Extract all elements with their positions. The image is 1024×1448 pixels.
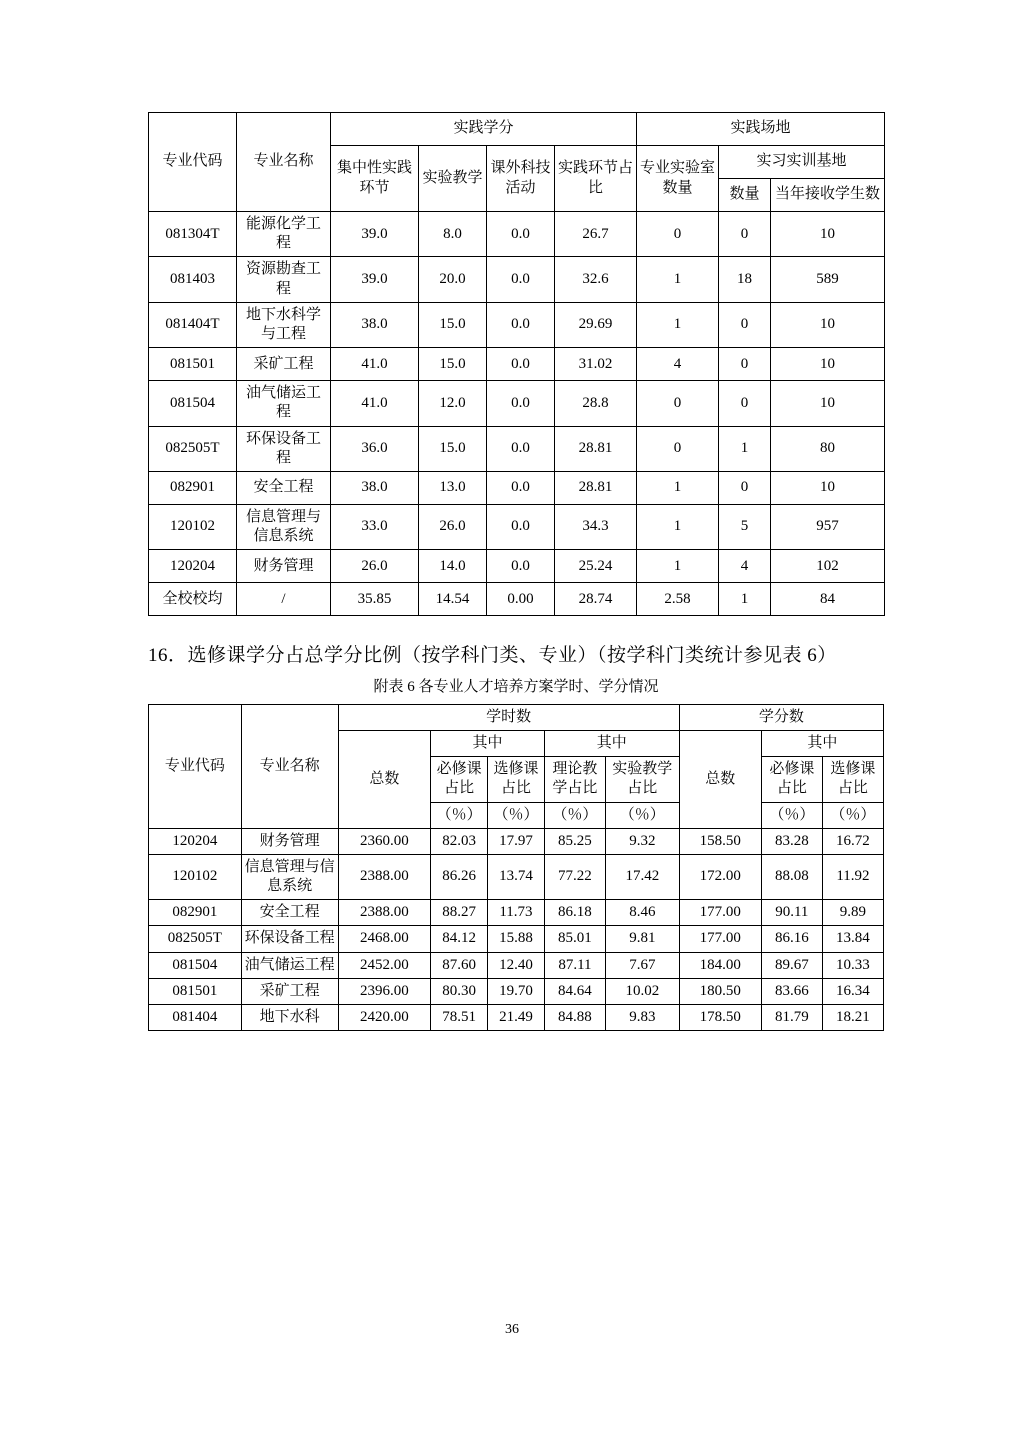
- header-required-ratio: 必修课占比: [431, 757, 488, 802]
- header-major-name: 专业名称: [241, 704, 338, 828]
- cell-credits-required-ratio: 89.67: [761, 952, 822, 978]
- cell-extracurricular: 0.0: [487, 471, 555, 504]
- cell-students: 80: [771, 426, 885, 471]
- table-row: [149, 426, 885, 471]
- cell-code: 082505T: [149, 926, 242, 952]
- cell-credits-elective-ratio: 16.34: [822, 978, 883, 1004]
- cell-name: 能源化学工程: [237, 212, 331, 257]
- cell-code: 082505T: [149, 426, 237, 471]
- cell-name: 环保设备工程: [241, 926, 338, 952]
- hours-credits-table: [148, 704, 884, 1031]
- cell-name: 地下水科学与工程: [237, 302, 331, 347]
- cell-experiment: 8.0: [419, 212, 487, 257]
- header-credits-elective-ratio: 选修课占比: [822, 757, 883, 802]
- table-row-total: [149, 583, 885, 616]
- cell-experiment-ratio: 9.32: [605, 828, 679, 854]
- cell-lab: 1: [637, 302, 719, 347]
- table-row: [149, 257, 885, 302]
- cell-required-ratio: 84.12: [431, 926, 488, 952]
- cell-experiment-ratio: 9.81: [605, 926, 679, 952]
- cell-code: 081304T: [149, 212, 237, 257]
- cell-name: 信息管理与信息系统: [241, 854, 338, 899]
- header-among-2: 其中: [544, 730, 679, 756]
- unit-elective-ratio: （％）: [488, 802, 545, 828]
- cell-theory-ratio: 77.22: [544, 854, 605, 899]
- cell-code: 全校校均: [149, 583, 237, 616]
- cell-centralized: 26.0: [331, 550, 419, 583]
- practice-credits-table: [148, 112, 885, 616]
- cell-code: 081501: [149, 348, 237, 381]
- cell-centralized: 41.0: [331, 348, 419, 381]
- cell-name: 财务管理: [237, 550, 331, 583]
- table-row: [149, 302, 885, 347]
- table-row: [149, 1005, 884, 1031]
- cell-elective-ratio: 11.73: [488, 900, 545, 926]
- cell-experiment: 15.0: [419, 302, 487, 347]
- cell-experiment-ratio: 7.67: [605, 952, 679, 978]
- cell-experiment: 26.0: [419, 504, 487, 549]
- cell-required-ratio: 82.03: [431, 828, 488, 854]
- table-header-row: [149, 704, 884, 730]
- table-header-row: [149, 113, 885, 146]
- cell-ratio: 28.81: [555, 426, 637, 471]
- cell-elective-ratio: 12.40: [488, 952, 545, 978]
- table-row: [149, 348, 885, 381]
- cell-base: 0: [719, 302, 771, 347]
- cell-lab: 1: [637, 504, 719, 549]
- cell-students: 102: [771, 550, 885, 583]
- cell-credits-total: 177.00: [679, 926, 761, 952]
- cell-experiment-ratio: 9.83: [605, 1005, 679, 1031]
- cell-hours-total: 2388.00: [338, 900, 431, 926]
- unit-required-ratio: （％）: [431, 802, 488, 828]
- page-content: [148, 112, 884, 1031]
- cell-lab: 0: [637, 381, 719, 426]
- cell-code: 081404: [149, 1005, 242, 1031]
- cell-code: 081504: [149, 381, 237, 426]
- header-major-code: 专业代码: [149, 113, 237, 212]
- header-centralized-practice: 集中性实践环节: [331, 146, 419, 212]
- cell-hours-total: 2452.00: [338, 952, 431, 978]
- cell-hours-total: 2420.00: [338, 1005, 431, 1031]
- cell-lab: 2.58: [637, 583, 719, 616]
- cell-students: 84: [771, 583, 885, 616]
- cell-extracurricular: 0.0: [487, 504, 555, 549]
- unit-credits-required-ratio: （％）: [761, 802, 822, 828]
- table-row: [149, 854, 884, 899]
- unit-credits-elective-ratio: （％）: [822, 802, 883, 828]
- cell-credits-elective-ratio: 13.84: [822, 926, 883, 952]
- cell-experiment: 13.0: [419, 471, 487, 504]
- cell-base: 5: [719, 504, 771, 549]
- cell-base: 4: [719, 550, 771, 583]
- cell-credits-total: 172.00: [679, 854, 761, 899]
- cell-credits-total: 184.00: [679, 952, 761, 978]
- cell-students: 10: [771, 302, 885, 347]
- header-practice-ratio: 实践环节占比: [555, 146, 637, 212]
- cell-required-ratio: 87.60: [431, 952, 488, 978]
- cell-students: 589: [771, 257, 885, 302]
- cell-code: 081501: [149, 978, 242, 1004]
- cell-theory-ratio: 86.18: [544, 900, 605, 926]
- cell-code: 120204: [149, 550, 237, 583]
- cell-required-ratio: 86.26: [431, 854, 488, 899]
- cell-centralized: 38.0: [331, 471, 419, 504]
- page-number: 36: [505, 1322, 519, 1337]
- table-row: [149, 212, 885, 257]
- header-major-name: 专业名称: [237, 113, 331, 212]
- cell-credits-total: 177.00: [679, 900, 761, 926]
- cell-extracurricular: 0.0: [487, 381, 555, 426]
- cell-elective-ratio: 15.88: [488, 926, 545, 952]
- cell-code: 081403: [149, 257, 237, 302]
- cell-code: 081404T: [149, 302, 237, 347]
- table-row: [149, 381, 885, 426]
- table-row: [149, 550, 885, 583]
- cell-credits-total: 178.50: [679, 1005, 761, 1031]
- cell-ratio: 29.69: [555, 302, 637, 347]
- header-credits-group: 学分数: [679, 704, 883, 730]
- cell-extracurricular: 0.0: [487, 550, 555, 583]
- header-among-1: 其中: [431, 730, 545, 756]
- cell-required-ratio: 80.30: [431, 978, 488, 1004]
- cell-theory-ratio: 84.88: [544, 1005, 605, 1031]
- cell-name: 采矿工程: [241, 978, 338, 1004]
- cell-extracurricular: 0.0: [487, 212, 555, 257]
- cell-credits-elective-ratio: 11.92: [822, 854, 883, 899]
- cell-experiment-ratio: 8.46: [605, 900, 679, 926]
- header-students-received: 当年接收学生数: [771, 179, 885, 212]
- cell-name: /: [237, 583, 331, 616]
- table-row: [149, 978, 884, 1004]
- cell-name: 油气储运工程: [241, 952, 338, 978]
- cell-elective-ratio: 13.74: [488, 854, 545, 899]
- header-theory-ratio: 理论教学占比: [544, 757, 605, 802]
- cell-students: 10: [771, 381, 885, 426]
- cell-credits-total: 180.50: [679, 978, 761, 1004]
- cell-ratio: 26.7: [555, 212, 637, 257]
- unit-experiment-ratio: （％）: [605, 802, 679, 828]
- header-hours-group: 学时数: [338, 704, 679, 730]
- table-row: [149, 471, 885, 504]
- section-heading: 16．选修课学分占总学分比例（按学科门类、专业）（按学科门类统计参见表 6）: [148, 645, 837, 667]
- cell-extracurricular: 0.0: [487, 426, 555, 471]
- table-caption: 附表 6 各专业人才培养方案学时、学分情况: [373, 678, 659, 695]
- table-row: [149, 926, 884, 952]
- header-extracurricular-activity: 课外科技活动: [487, 146, 555, 212]
- cell-base: 0: [719, 381, 771, 426]
- table-row: [149, 504, 885, 549]
- cell-ratio: 28.8: [555, 381, 637, 426]
- cell-base: 18: [719, 257, 771, 302]
- cell-credits-required-ratio: 86.16: [761, 926, 822, 952]
- cell-experiment: 12.0: [419, 381, 487, 426]
- cell-ratio: 32.6: [555, 257, 637, 302]
- cell-students: 10: [771, 471, 885, 504]
- cell-lab: 1: [637, 550, 719, 583]
- cell-credits-required-ratio: 83.66: [761, 978, 822, 1004]
- header-experiment-ratio: 实验教学占比: [605, 757, 679, 802]
- cell-experiment: 14.0: [419, 550, 487, 583]
- cell-lab: 0: [637, 426, 719, 471]
- cell-credits-elective-ratio: 9.89: [822, 900, 883, 926]
- header-lab-count: 专业实验室数量: [637, 146, 719, 212]
- cell-name: 地下水科: [241, 1005, 338, 1031]
- cell-name: 信息管理与信息系统: [237, 504, 331, 549]
- header-among-3: 其中: [761, 730, 883, 756]
- cell-extracurricular: 0.00: [487, 583, 555, 616]
- cell-credits-elective-ratio: 16.72: [822, 828, 883, 854]
- header-credits-required-ratio: 必修课占比: [761, 757, 822, 802]
- table-row: [149, 900, 884, 926]
- cell-name: 油气储运工程: [237, 381, 331, 426]
- cell-credits-required-ratio: 90.11: [761, 900, 822, 926]
- cell-credits-required-ratio: 81.79: [761, 1005, 822, 1031]
- cell-credits-elective-ratio: 18.21: [822, 1005, 883, 1031]
- header-experiment-teaching: 实验教学: [419, 146, 487, 212]
- cell-lab: 0: [637, 212, 719, 257]
- cell-credits-total: 158.50: [679, 828, 761, 854]
- cell-extracurricular: 0.0: [487, 302, 555, 347]
- cell-hours-total: 2396.00: [338, 978, 431, 1004]
- cell-centralized: 33.0: [331, 504, 419, 549]
- cell-credits-required-ratio: 88.08: [761, 854, 822, 899]
- cell-ratio: 25.24: [555, 550, 637, 583]
- cell-ratio: 28.81: [555, 471, 637, 504]
- cell-elective-ratio: 21.49: [488, 1005, 545, 1031]
- cell-name: 安全工程: [241, 900, 338, 926]
- cell-base: 1: [719, 583, 771, 616]
- cell-elective-ratio: 19.70: [488, 978, 545, 1004]
- header-practice-site: 实践场地: [637, 113, 885, 146]
- cell-hours-total: 2468.00: [338, 926, 431, 952]
- cell-name: 环保设备工程: [237, 426, 331, 471]
- cell-elective-ratio: 17.97: [488, 828, 545, 854]
- cell-experiment: 15.0: [419, 426, 487, 471]
- cell-ratio: 34.3: [555, 504, 637, 549]
- header-practice-credits: 实践学分: [331, 113, 637, 146]
- header-training-base: 实习实训基地: [719, 146, 885, 179]
- cell-base: 0: [719, 212, 771, 257]
- cell-centralized: 41.0: [331, 381, 419, 426]
- cell-centralized: 39.0: [331, 212, 419, 257]
- cell-hours-total: 2360.00: [338, 828, 431, 854]
- cell-hours-total: 2388.00: [338, 854, 431, 899]
- cell-experiment: 15.0: [419, 348, 487, 381]
- cell-ratio: 31.02: [555, 348, 637, 381]
- cell-credits-required-ratio: 83.28: [761, 828, 822, 854]
- header-credits-total: 总数: [679, 730, 761, 828]
- cell-theory-ratio: 87.11: [544, 952, 605, 978]
- cell-name: 采矿工程: [237, 348, 331, 381]
- cell-name: 安全工程: [237, 471, 331, 504]
- header-major-code: 专业代码: [149, 704, 242, 828]
- cell-theory-ratio: 85.01: [544, 926, 605, 952]
- header-base-count: 数量: [719, 179, 771, 212]
- cell-code: 120102: [149, 504, 237, 549]
- cell-experiment: 20.0: [419, 257, 487, 302]
- cell-code: 082901: [149, 471, 237, 504]
- cell-experiment-ratio: 10.02: [605, 978, 679, 1004]
- cell-centralized: 38.0: [331, 302, 419, 347]
- cell-code: 120204: [149, 828, 242, 854]
- table-row: [149, 952, 884, 978]
- header-elective-ratio: 选修课占比: [488, 757, 545, 802]
- cell-code: 082901: [149, 900, 242, 926]
- cell-centralized: 35.85: [331, 583, 419, 616]
- cell-extracurricular: 0.0: [487, 257, 555, 302]
- cell-lab: 1: [637, 257, 719, 302]
- table-row: [149, 828, 884, 854]
- unit-theory-ratio: （％）: [544, 802, 605, 828]
- cell-extracurricular: 0.0: [487, 348, 555, 381]
- cell-theory-ratio: 84.64: [544, 978, 605, 1004]
- cell-theory-ratio: 85.25: [544, 828, 605, 854]
- cell-code: 081504: [149, 952, 242, 978]
- cell-name: 资源勘查工程: [237, 257, 331, 302]
- cell-centralized: 39.0: [331, 257, 419, 302]
- cell-students: 957: [771, 504, 885, 549]
- cell-experiment: 14.54: [419, 583, 487, 616]
- header-hours-total: 总数: [338, 730, 431, 828]
- cell-centralized: 36.0: [331, 426, 419, 471]
- cell-code: 120102: [149, 854, 242, 899]
- cell-credits-elective-ratio: 10.33: [822, 952, 883, 978]
- cell-base: 1: [719, 426, 771, 471]
- cell-experiment-ratio: 17.42: [605, 854, 679, 899]
- cell-required-ratio: 78.51: [431, 1005, 488, 1031]
- cell-base: 0: [719, 348, 771, 381]
- cell-lab: 1: [637, 471, 719, 504]
- cell-ratio: 28.74: [555, 583, 637, 616]
- cell-students: 10: [771, 212, 885, 257]
- cell-base: 0: [719, 471, 771, 504]
- cell-required-ratio: 88.27: [431, 900, 488, 926]
- cell-lab: 4: [637, 348, 719, 381]
- cell-students: 10: [771, 348, 885, 381]
- cell-name: 财务管理: [241, 828, 338, 854]
